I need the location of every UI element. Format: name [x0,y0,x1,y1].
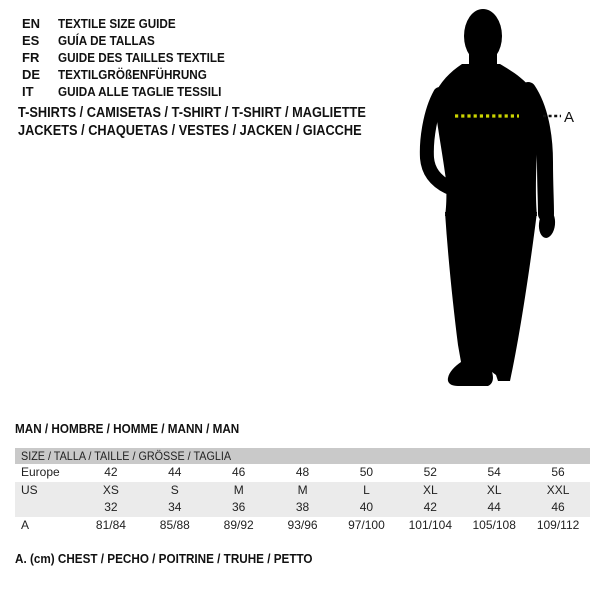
language-label: GUIDE DES TAILLES TEXTILE [58,50,225,65]
size-cell: 54 [487,465,501,479]
category-list [18,104,413,140]
table-row-europe [15,464,590,482]
size-cell: 56 [551,465,565,479]
man-silhouette-figure [400,0,580,400]
size-cell: 38 [295,500,310,514]
language-code: FR [22,50,40,65]
language-row [22,83,243,100]
size-cell: 48 [295,465,310,479]
language-code: IT [22,84,34,99]
language-row [22,49,243,66]
row-label: A [21,517,30,532]
category-line-jackets: JACKETS / CHAQUETAS / VESTES / JACKEN / GIACCHE [18,123,362,139]
size-cell: 93/96 [287,517,318,532]
size-cell: S [170,482,179,497]
size-cell: M [233,482,244,497]
size-table [15,448,590,534]
size-cell: 81/84 [95,517,126,532]
row-label: Europe [21,465,60,479]
table-row-us [15,482,590,500]
language-code: DE [22,67,41,82]
size-cell: XXL [546,482,570,497]
size-cell: 46 [232,465,246,479]
table-row-chest [15,517,590,535]
size-cell: 46 [551,500,565,514]
language-label: GUÍA DE TALLAS [58,33,155,48]
size-cell: 109/112 [536,517,580,532]
size-cell: XL [486,482,502,497]
size-cell: 44 [168,465,182,479]
language-label: TEXTILGRÖßENFÜHRUNG [58,67,207,82]
size-cell: 42 [104,465,118,479]
size-cell: 40 [359,500,374,514]
measurement-label: A [564,109,575,126]
size-cell: 52 [423,465,437,479]
size-cell: 97/100 [348,517,385,532]
language-row [22,66,243,83]
size-cell: XL [422,482,438,497]
language-row [22,32,243,49]
section-label: MAN / HOMBRE / HOMME / MANN / MAN [15,421,240,436]
size-cell: L [363,482,370,497]
size-cell: 105/108 [472,517,516,532]
size-cell: 89/92 [223,517,254,532]
language-code: ES [22,33,40,48]
size-cell: 42 [423,500,437,514]
row-label [15,499,79,517]
language-label: GUIDA ALLE TAGLIE TESSILI [58,84,222,99]
size-cell: 85/88 [159,517,190,532]
size-cell: M [297,482,308,497]
size-cell: 36 [232,500,246,514]
size-cell: 101/104 [408,517,452,532]
language-label: TEXTILE SIZE GUIDE [58,16,176,31]
language-list [22,15,243,100]
language-code: EN [22,16,41,31]
size-cell: 50 [359,465,374,479]
man-silhouette [427,9,557,386]
language-row [22,15,243,32]
footer-note: A. (cm) CHEST / PECHO / POITRINE / TRUHE / PETTO [15,551,313,566]
size-cell: 44 [487,500,501,514]
size-cell: XS [102,482,119,497]
size-cell: 34 [168,500,182,514]
size-cell: 32 [104,500,118,514]
category-line-tshirts: T-SHIRTS / CAMISETAS / T-SHIRT / T-SHIRT / MAGLIETTE [18,105,366,121]
table-row-us-numeric [15,499,590,517]
row-label: US [21,482,38,497]
table-header: SIZE / TALLA / TAILLE / GRÖSSE / TAGLIA [15,448,590,464]
